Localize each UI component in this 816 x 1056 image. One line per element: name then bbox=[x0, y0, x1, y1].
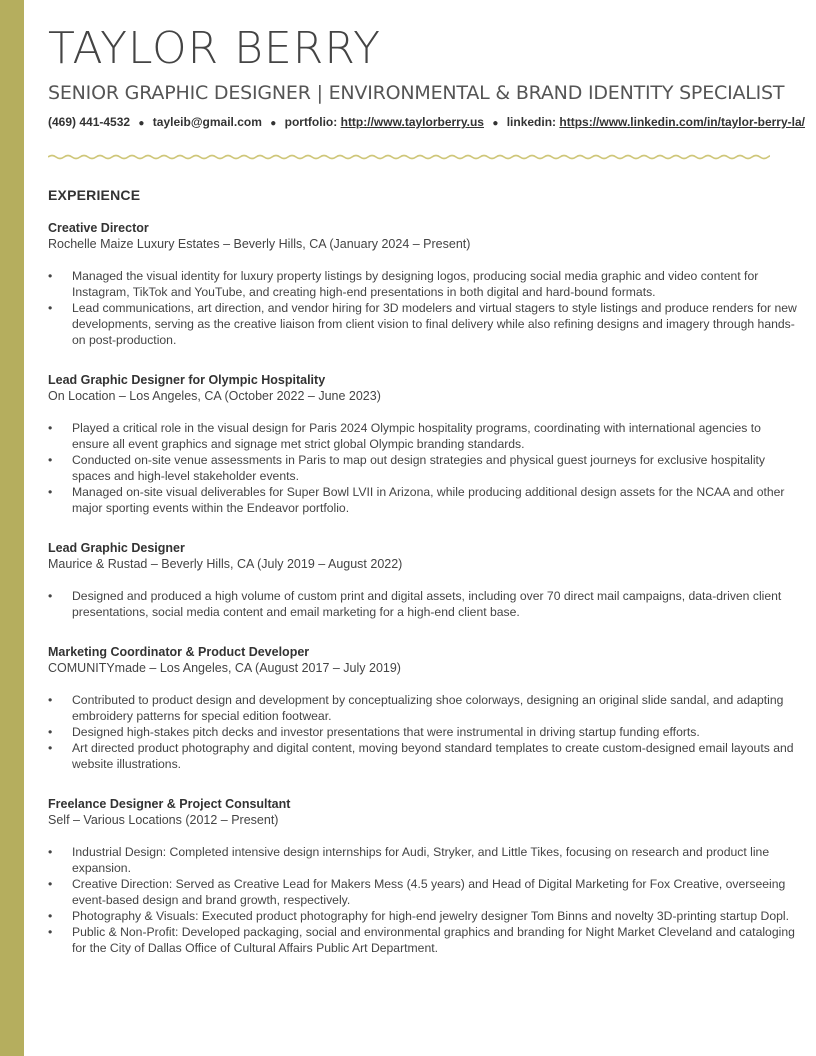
bullet-text: Played a critical role in the visual design for Paris 2024 Olympic hospitality programs, coordinating with international agencies to ensure all event graphics and signage met strict global Olympic branding standards. bbox=[72, 421, 761, 451]
candidate-name: TAYLOR BERRY bbox=[48, 23, 381, 74]
bullet-dot: • bbox=[48, 741, 53, 755]
bullet-dot: • bbox=[48, 725, 53, 739]
linkedin-label: linkedin: bbox=[506, 115, 557, 129]
job-title: Lead Graphic Designer bbox=[48, 541, 185, 555]
bullet-text: Lead communications, art direction, and vendor hiring for 3D modelers and virtual stagers to style listings and produce renders for new developments, serving as the creative liaison from client vision to final delivery while also refining designs and imagery through hands-on post-production. bbox=[72, 301, 797, 347]
job-entry-2 bbox=[48, 372, 798, 516]
bullet-text: Designed and produced a high volume of custom print and digital assets, including over 70 direct mail campaigns, data-driven client presentations, social media content and email marketing for a high-end client base. bbox=[72, 589, 782, 619]
job-bullets bbox=[48, 268, 798, 348]
bullet-dot: • bbox=[48, 301, 53, 315]
bullet-dot: • bbox=[48, 421, 53, 435]
resume-page bbox=[48, 22, 805, 956]
job-title: Creative Director bbox=[48, 221, 149, 235]
bullet-dot: • bbox=[48, 453, 53, 467]
bullet-text: Art directed product photography and digital content, moving beyond standard templates to create custom-designed email layouts and website illustrations. bbox=[72, 741, 794, 771]
separator-dot-3: ● bbox=[492, 118, 499, 129]
bullet-item bbox=[48, 420, 798, 452]
email-address: tayleib@gmail.com bbox=[152, 115, 262, 129]
job-title: Marketing Coordinator & Product Developer bbox=[48, 645, 310, 659]
bullet-item bbox=[48, 300, 798, 348]
candidate-subtitle: SENIOR GRAPHIC DESIGNER | ENVIRONMENTAL & BRAND IDENTITY SPECIALIST bbox=[48, 82, 785, 104]
bullet-item bbox=[48, 924, 798, 956]
portfolio-link[interactable]: http://www.taylorberry.us bbox=[340, 115, 484, 129]
job-meta: Rochelle Maize Luxury Estates – Beverly Hills, CA (January 2024 – Present) bbox=[48, 237, 471, 251]
experience-list bbox=[48, 220, 798, 956]
bullet-dot: • bbox=[48, 877, 53, 891]
job-meta: On Location – Los Angeles, CA (October 2022 – June 2023) bbox=[48, 389, 381, 403]
wave-divider bbox=[48, 152, 770, 162]
job-bullets bbox=[48, 420, 798, 516]
experience-heading: EXPERIENCE bbox=[48, 187, 141, 203]
bullet-item bbox=[48, 740, 798, 772]
bullet-text: Managed on-site visual deliverables for Super Bowl LVII in Arizona, while producing additional design assets for the NCAA and other major sporting events within the Endeavor portfolio. bbox=[72, 485, 785, 515]
bullet-item bbox=[48, 876, 798, 908]
bullet-item bbox=[48, 724, 798, 740]
job-meta: Maurice & Rustad – Beverly Hills, CA (July 2019 – August 2022) bbox=[48, 557, 403, 571]
accent-sidebar bbox=[0, 0, 24, 1056]
linkedin-link[interactable]: https://www.linkedin.com/in/taylor-berry-la/ bbox=[559, 115, 805, 129]
bullet-text: Public & Non-Profit: Developed packaging, social and environmental graphics and branding for Night Market Cleveland and cataloging for the City of Dallas Office of Cultural Affairs Public Art Department. bbox=[72, 925, 795, 955]
bullet-item bbox=[48, 484, 798, 516]
bullet-text: Designed high-stakes pitch decks and investor presentations that were instrumental in driving startup funding efforts. bbox=[72, 725, 700, 739]
job-title: Lead Graphic Designer for Olympic Hospitality bbox=[48, 373, 326, 387]
job-bullets bbox=[48, 692, 798, 772]
bullet-dot: • bbox=[48, 485, 53, 499]
bullet-item bbox=[48, 452, 798, 484]
bullet-item bbox=[48, 268, 798, 300]
bullet-dot: • bbox=[48, 269, 53, 283]
separator-dot-2: ● bbox=[270, 118, 277, 129]
contact-line bbox=[48, 114, 805, 132]
job-meta: COMUNITYmade – Los Angeles, CA (August 2017 – July 2019) bbox=[48, 661, 401, 675]
bullet-text: Conducted on-site venue assessments in Paris to map out design strategies and physical guest journeys for exclusive hospitality spaces and high-level stakeholder events. bbox=[72, 453, 766, 483]
phone-number: (469) 441-4532 bbox=[48, 115, 131, 129]
bullet-dot: • bbox=[48, 845, 53, 859]
separator-dot-1: ● bbox=[138, 118, 145, 129]
job-title: Freelance Designer & Project Consultant bbox=[48, 797, 291, 811]
job-entry-4 bbox=[48, 644, 798, 772]
bullet-item bbox=[48, 692, 798, 724]
bullet-text: Industrial Design: Completed intensive design internships for Audi, Stryker, and Little Tikes, focusing on research and product line expansion. bbox=[72, 845, 770, 875]
bullet-item bbox=[48, 908, 798, 924]
job-bullets bbox=[48, 588, 798, 620]
portfolio-label: portfolio: bbox=[284, 115, 338, 129]
bullet-text: Contributed to product design and development by conceptualizing shoe colorways, designing an original slide sandal, and adapting embroidery patterns for special edition footwear. bbox=[72, 693, 784, 723]
bullet-dot: • bbox=[48, 925, 53, 939]
bullet-text: Creative Direction: Served as Creative Lead for Makers Mess (4.5 years) and Head of Digital Marketing for Fox Creative, overseeing event-based design and brand growth, respectively. bbox=[72, 877, 786, 907]
bullet-dot: • bbox=[48, 909, 53, 923]
bullet-text: Photography & Visuals: Executed product photography for high-end jewelry designer Tom Binns and novelty 3D-printing startup Dopl. bbox=[72, 909, 789, 923]
job-bullets bbox=[48, 844, 798, 956]
job-meta: Self – Various Locations (2012 – Present) bbox=[48, 813, 279, 827]
job-entry-3 bbox=[48, 540, 798, 620]
job-entry-5 bbox=[48, 796, 798, 956]
bullet-item bbox=[48, 588, 798, 620]
bullet-dot: • bbox=[48, 693, 53, 707]
bullet-item bbox=[48, 844, 798, 876]
bullet-dot: • bbox=[48, 589, 53, 603]
job-entry-1 bbox=[48, 220, 798, 348]
bullet-text: Managed the visual identity for luxury property listings by designing logos, producing social media graphic and video content for Instagram, TikTok and YouTube, and creating high-end presentations in both digital and hard-bound formats. bbox=[72, 269, 759, 299]
